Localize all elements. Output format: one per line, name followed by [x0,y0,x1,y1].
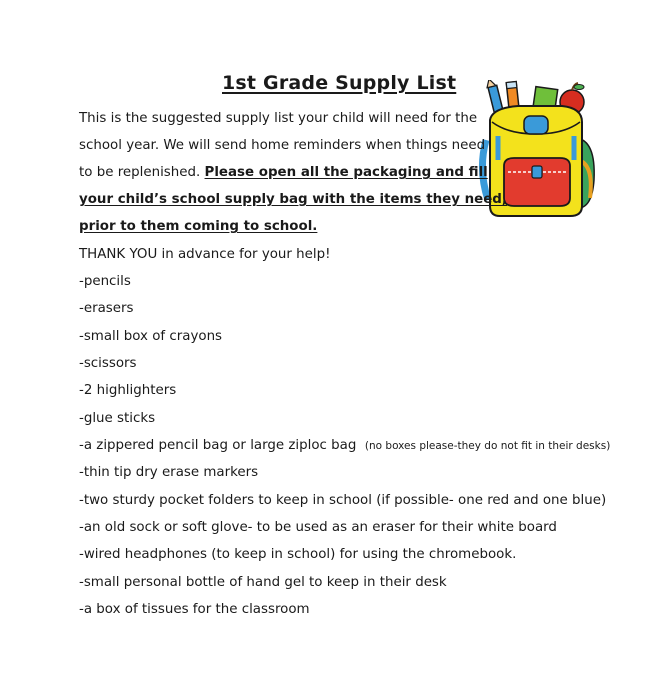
list-item-note: (no boxes please-they do not fit in their desks) [364,440,611,452]
page-title: 1st Grade Supply List [222,72,457,94]
intro-line-3 [79,164,488,182]
intro-line-3-bold: Please open all the packaging and fill [204,165,488,180]
list-item: -a box of tissues for the classroom [79,602,310,617]
list-item: -2 highlighters [79,383,177,398]
intro-line-3-plain: to be replenished. [79,165,205,180]
list-item: -glue sticks [79,411,156,426]
intro-line-5: prior to them coming to school. [79,219,318,234]
intro-line-2: school year. We will send home reminders when things need [79,138,486,153]
list-item: -two sturdy pocket folders to keep in school (if possible- one red and one blue) [79,493,607,508]
list-item: -thin tip dry erase markers [79,465,259,480]
thank-you-line: THANK YOU in advance for your help! [79,247,331,262]
list-item-text: -a zippered pencil bag or large ziploc bag [79,438,357,453]
list-item: -small personal bottle of hand gel to keep in their desk [79,575,447,590]
list-item-pencil-bag [79,437,610,455]
list-item: -erasers [79,301,134,316]
list-item: -scissors [79,356,137,371]
intro-line-4: your child’s school supply bag with the items they need, [79,192,507,207]
intro-line-1: This is the suggested supply list your child will need for the [79,111,478,126]
list-item: -wired headphones (to keep in school) for using the chromebook. [79,547,517,562]
list-item: -pencils [79,274,131,289]
list-item: -small box of crayons [79,329,223,344]
list-item: -an old sock or soft glove- to be used as an eraser for their white board [79,520,557,535]
